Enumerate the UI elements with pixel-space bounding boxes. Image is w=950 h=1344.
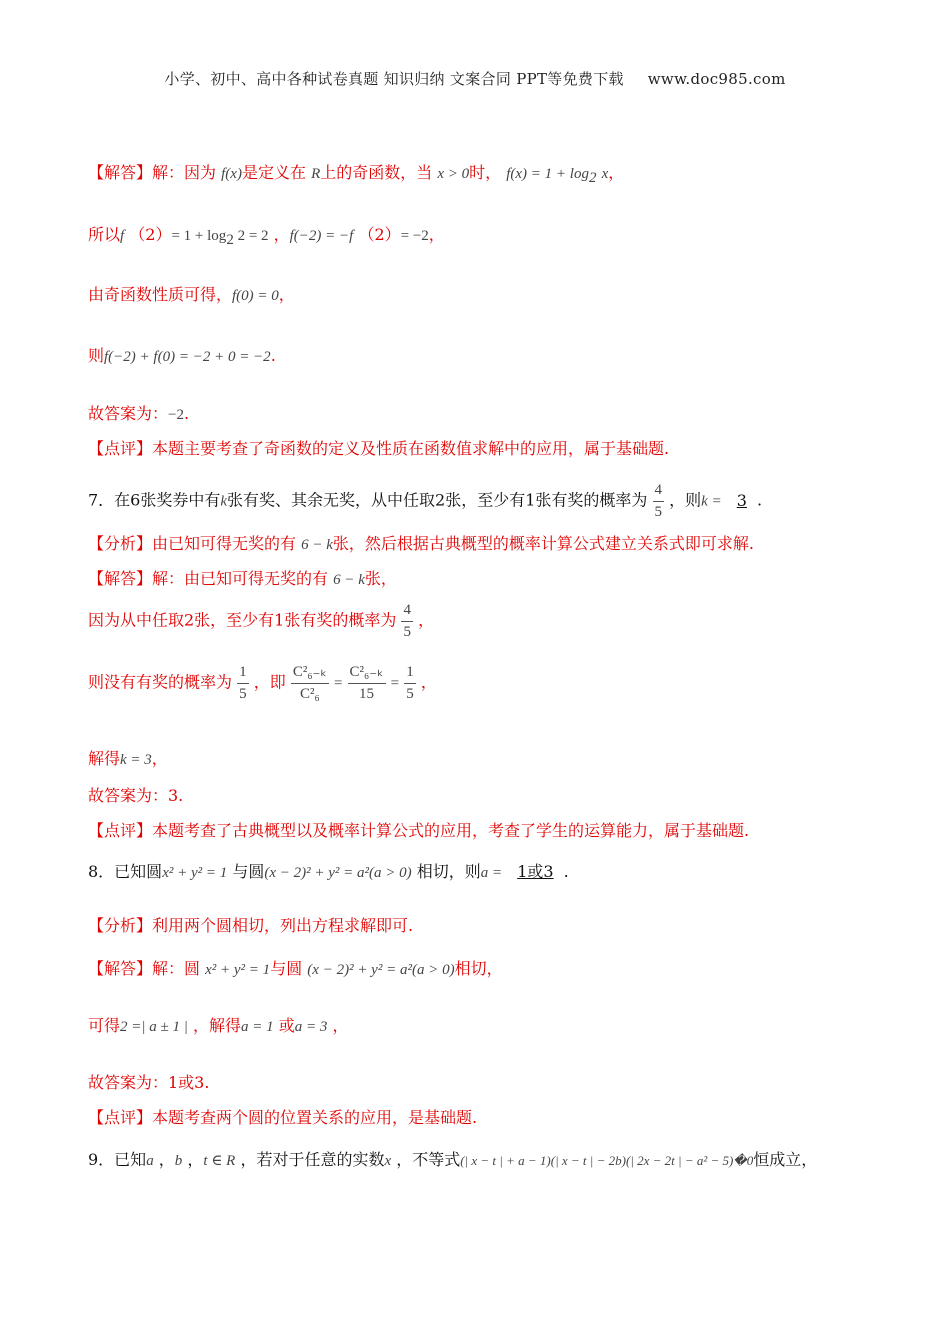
q7-final-answer: 故答案为：3. [88,786,184,805]
answer-blank: 1或3 [517,862,554,881]
q7-comment: 【点评】本题考查了古典概型以及概率计算公式的应用，考查了学生的运算能力，属于基础题. [88,821,750,840]
q7-answer-line-3: 则没有有奖的概率为 $\frac{1}{5}$ ，即 $\frac{\text{C²₆₋ₖ}}{\text{C²₆}}$ = $\frac{\text{C²₆₋ₖ}}{15}$ = $\frac{1}{5}$ ， [88,664,437,702]
answer-blank: 3 [736,490,747,510]
q6-answer-line-4: 则f(−2) + f(0) = −2 + 0 = −2. [88,346,276,365]
q9-stem: 9．已知a ，b ，t ∈ R ，若对于任意的实数x ，不等式(| x − t | + a − 1)(| x − t | − 2b)(| 2x − 2t | − a² − 5)�0恒成立， [88,1150,818,1169]
q6-final-answer: 故答案为：−2. [88,404,190,423]
q8-comment: 【点评】本题考查两个圆的位置关系的应用，是基础题. [88,1108,478,1127]
q6-answer-line-3: 由奇函数性质可得，f(0) = 0， [88,285,295,304]
comment-tag: 【点评】 [88,821,153,840]
q7-analysis: 【分析】由已知可得无奖的有 6 − k张，然后根据古典概型的概率计算公式建立关系式即可求解. [88,534,754,553]
header-site-link[interactable]: www.doc985.com [647,70,786,88]
q7-stem: 7．在6张奖券中有k张有奖、其余无奖，从中任取2张，至少有1张有奖的概率为 $\frac{4}{5}$ ，则k = 3 . [88,482,763,520]
q8-analysis: 【分析】利用两个圆相切，列出方程求解即可. [88,916,414,935]
q8-answer-line-2: 可得2 =| a ± 1 | ，解得a = 1 或a = 3 ， [88,1016,349,1035]
q6-answer-line-2: 所以f $(2)= 1 + \log_2 2 = 2$ ，f(−2) = −f （2）= −2， [88,225,445,249]
header-text: 小学、初中、高中各种试卷真题 知识归纳 文案合同 PPT等免费下载 [164,70,624,88]
comment-tag: 【点评】 [88,439,153,458]
fraction: $\frac{\text{C²₆₋ₖ}}{\text{C²₆}}$ [292,664,327,702]
analysis-tag: 【分析】 [88,534,153,553]
q8-final-answer: 故答案为：1或3. [88,1073,210,1092]
comment-tag: 【点评】 [88,1108,153,1127]
q7-answer-line-4: 解得k = 3， [88,749,168,768]
fraction: $\frac{\text{C²₆₋ₖ}}{15}$ [349,664,384,702]
q7-answer-line-1: 【解答】解：由已知可得无奖的有 6 − k张， [88,569,397,588]
q8-answer-line-1: 【解答】解：圆 x² + y² = 1与圆 (x − 2)² + y² = a²(a > 0)相切， [88,959,503,978]
fraction: $\frac{1}{5}$ [406,664,414,702]
q7-answer-line-2: 因为从中任取2张，至少有1张有奖的概率为 $\frac{4}{5}$ ， [88,602,435,640]
q6-answer-line-1: 【解答】解：因为 f(x)是定义在 R上的奇函数，当 x > 0时， $f(x) = 1 + \log_2 x$， [88,163,625,187]
fraction: $\frac{4}{5}$ [654,482,663,520]
q6-comment: 【点评】本题主要考查了奇函数的定义及性质在函数值求解中的应用，属于基础题. [88,439,670,458]
fraction: $\frac{1}{5}$ [239,664,247,702]
answer-tag: 【解答】 [88,959,153,978]
fraction: $\frac{4}{5}$ [403,602,411,640]
analysis-tag: 【分析】 [88,916,153,935]
page-header [0,68,950,89]
answer-tag: 【解答】 [88,163,153,182]
answer-tag: 【解答】 [88,569,153,588]
q8-stem: 8．已知圆x² + y² = 1 与圆(x − 2)² + y² = a²(a > 0) 相切，则a = 1或3 . [88,862,569,881]
